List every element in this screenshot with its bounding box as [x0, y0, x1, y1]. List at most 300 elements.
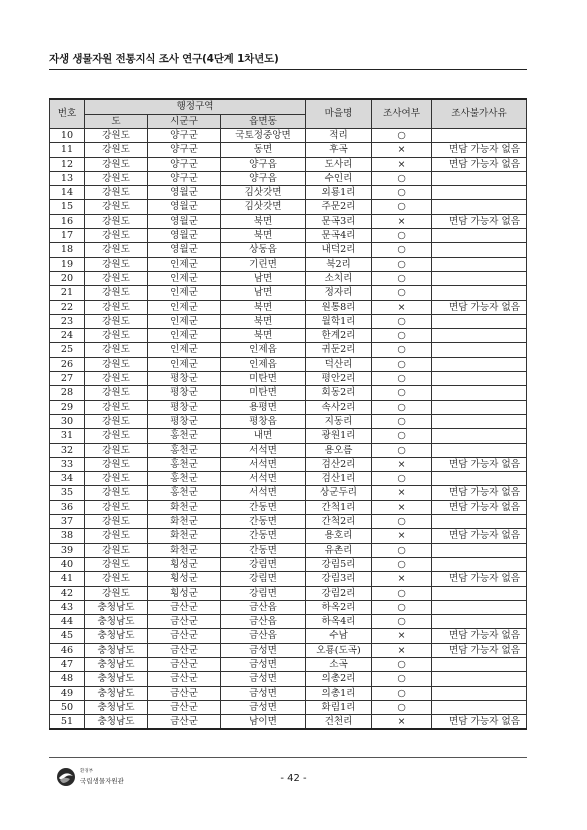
table-row: [50, 557, 527, 571]
row-number: 20: [50, 271, 85, 285]
table-body: [50, 129, 527, 730]
row-number: 21: [50, 286, 85, 300]
row-county: 평창군: [148, 386, 221, 400]
row-number: 40: [50, 557, 85, 571]
header-reason: 조사불가사유: [432, 99, 527, 129]
row-reason: [432, 286, 527, 300]
row-number: 48: [50, 672, 85, 686]
row-town: 서석면: [221, 486, 306, 500]
row-number: 24: [50, 329, 85, 343]
row-province: 강원도: [85, 286, 148, 300]
row-reason: [432, 343, 527, 357]
table-row: [50, 643, 527, 657]
row-county: 화천군: [148, 543, 221, 557]
row-number: 37: [50, 515, 85, 529]
row-province: 강원도: [85, 271, 148, 285]
row-surveyed: ×: [372, 500, 432, 514]
row-reason: 면담 가능자 없음: [432, 715, 527, 730]
row-county: 금산군: [148, 629, 221, 643]
row-surveyed: ×: [372, 529, 432, 543]
row-province: 강원도: [85, 572, 148, 586]
row-province: 충청남도: [85, 672, 148, 686]
row-surveyed: ×: [372, 486, 432, 500]
village-survey-table: [49, 98, 527, 730]
row-reason: 면담 가능자 없음: [432, 500, 527, 514]
row-county: 금산군: [148, 643, 221, 657]
row-town: 인제읍: [221, 343, 306, 357]
page-number: - 42 -: [280, 773, 307, 784]
table-row: [50, 214, 527, 228]
row-surveyed: ○: [372, 357, 432, 371]
row-number: 18: [50, 243, 85, 257]
row-village: 외룡1리: [306, 186, 372, 200]
row-province: 강원도: [85, 486, 148, 500]
row-county: 금산군: [148, 686, 221, 700]
header-number: 번호: [50, 99, 85, 129]
row-town: 금성면: [221, 657, 306, 671]
row-reason: [432, 243, 527, 257]
row-village: 소치리: [306, 271, 372, 285]
row-reason: 면담 가능자 없음: [432, 157, 527, 171]
row-town: 금성면: [221, 643, 306, 657]
row-number: 32: [50, 443, 85, 457]
row-surveyed: ○: [372, 700, 432, 714]
row-province: 강원도: [85, 386, 148, 400]
row-surveyed: ○: [372, 586, 432, 600]
row-number: 47: [50, 657, 85, 671]
row-reason: [432, 229, 527, 243]
title-divider: [49, 69, 527, 70]
row-number: 29: [50, 400, 85, 414]
row-province: 충청남도: [85, 629, 148, 643]
row-province: 강원도: [85, 343, 148, 357]
row-village: 정자리: [306, 286, 372, 300]
row-number: 26: [50, 357, 85, 371]
footer-divider: [49, 757, 527, 758]
row-number: 31: [50, 429, 85, 443]
row-county: 횡성군: [148, 572, 221, 586]
row-province: 충청남도: [85, 657, 148, 671]
row-province: 충청남도: [85, 715, 148, 730]
row-county: 인제군: [148, 271, 221, 285]
row-province: 강원도: [85, 171, 148, 185]
row-county: 화천군: [148, 515, 221, 529]
row-county: 인제군: [148, 314, 221, 328]
row-village: 수인리: [306, 171, 372, 185]
row-village: 용호리: [306, 529, 372, 543]
row-county: 인제군: [148, 343, 221, 357]
row-number: 23: [50, 314, 85, 328]
row-province: 강원도: [85, 500, 148, 514]
row-surveyed: ○: [372, 443, 432, 457]
row-town: 북면: [221, 229, 306, 243]
row-town: 간동면: [221, 500, 306, 514]
row-number: 16: [50, 214, 85, 228]
row-surveyed: ×: [372, 157, 432, 171]
row-county: 영월군: [148, 214, 221, 228]
row-town: 금산읍: [221, 629, 306, 643]
row-town: 북면: [221, 300, 306, 314]
row-village: 용오름: [306, 443, 372, 457]
table-row: [50, 200, 527, 214]
row-reason: [432, 129, 527, 143]
row-town: 남면: [221, 286, 306, 300]
row-reason: [432, 429, 527, 443]
row-surveyed: ○: [372, 672, 432, 686]
footer-ministry: 환경부: [80, 769, 94, 774]
row-county: 인제군: [148, 329, 221, 343]
row-number: 13: [50, 171, 85, 185]
table-row: [50, 600, 527, 614]
row-province: 강원도: [85, 529, 148, 543]
row-province: 강원도: [85, 472, 148, 486]
row-village: 강림5리: [306, 557, 372, 571]
row-number: 43: [50, 600, 85, 614]
row-village: 검산2리: [306, 457, 372, 471]
table-header: [50, 99, 527, 129]
row-number: 34: [50, 472, 85, 486]
row-number: 50: [50, 700, 85, 714]
row-county: 홍천군: [148, 443, 221, 457]
row-county: 금산군: [148, 715, 221, 730]
row-surveyed: ○: [372, 414, 432, 428]
row-number: 51: [50, 715, 85, 730]
row-town: 간동면: [221, 543, 306, 557]
row-town: 강림면: [221, 586, 306, 600]
row-town: 남면: [221, 271, 306, 285]
row-province: 강원도: [85, 214, 148, 228]
row-town: 인제읍: [221, 357, 306, 371]
row-town: 평창읍: [221, 414, 306, 428]
row-county: 양구군: [148, 129, 221, 143]
row-reason: [432, 257, 527, 271]
row-province: 강원도: [85, 200, 148, 214]
row-number: 45: [50, 629, 85, 643]
row-reason: 면담 가능자 없음: [432, 457, 527, 471]
table-row: [50, 357, 527, 371]
row-surveyed: ○: [372, 429, 432, 443]
table-row: [50, 500, 527, 514]
row-county: 홍천군: [148, 472, 221, 486]
row-town: 미탄면: [221, 386, 306, 400]
table-row: [50, 257, 527, 271]
row-village: 월학1리: [306, 314, 372, 328]
row-county: 평창군: [148, 414, 221, 428]
row-province: 충청남도: [85, 600, 148, 614]
table-row: [50, 543, 527, 557]
row-surveyed: ○: [372, 229, 432, 243]
row-surveyed: ○: [372, 557, 432, 571]
row-village: 강림2리: [306, 586, 372, 600]
row-village: 내덕2리: [306, 243, 372, 257]
row-town: 국토정중앙면: [221, 129, 306, 143]
row-surveyed: ○: [372, 286, 432, 300]
table-row: [50, 586, 527, 600]
table-row: [50, 229, 527, 243]
row-surveyed: ○: [372, 472, 432, 486]
row-reason: 면담 가능자 없음: [432, 629, 527, 643]
row-town: 양구읍: [221, 157, 306, 171]
row-number: 38: [50, 529, 85, 543]
row-village: 후곡: [306, 143, 372, 157]
row-town: 금성면: [221, 672, 306, 686]
row-town: 김삿갓면: [221, 186, 306, 200]
row-surveyed: ×: [372, 643, 432, 657]
row-surveyed: ○: [372, 314, 432, 328]
row-village: 하옥2리: [306, 600, 372, 614]
row-village: 북2리: [306, 257, 372, 271]
row-number: 15: [50, 200, 85, 214]
table-row: [50, 143, 527, 157]
row-surveyed: ○: [372, 243, 432, 257]
row-town: 간동면: [221, 529, 306, 543]
table-row: [50, 486, 527, 500]
table-row: [50, 472, 527, 486]
row-number: 42: [50, 586, 85, 600]
row-village: 간척2리: [306, 515, 372, 529]
row-reason: [432, 700, 527, 714]
row-village: 간척1리: [306, 500, 372, 514]
row-county: 금산군: [148, 672, 221, 686]
row-number: 36: [50, 500, 85, 514]
row-province: 강원도: [85, 429, 148, 443]
row-county: 영월군: [148, 200, 221, 214]
row-surveyed: ○: [372, 386, 432, 400]
row-surveyed: ○: [372, 129, 432, 143]
row-reason: [432, 400, 527, 414]
table-row: [50, 400, 527, 414]
table-row: [50, 572, 527, 586]
row-county: 금산군: [148, 700, 221, 714]
row-province: 강원도: [85, 400, 148, 414]
row-reason: [432, 386, 527, 400]
row-reason: [432, 472, 527, 486]
row-reason: [432, 672, 527, 686]
row-county: 홍천군: [148, 486, 221, 500]
row-county: 영월군: [148, 229, 221, 243]
table-row: [50, 300, 527, 314]
row-surveyed: ○: [372, 171, 432, 185]
row-reason: [432, 314, 527, 328]
row-province: 충청남도: [85, 700, 148, 714]
header-admin-district: 행정구역: [85, 99, 306, 114]
row-town: 북면: [221, 329, 306, 343]
table-row: [50, 372, 527, 386]
table-row: [50, 429, 527, 443]
row-county: 인제군: [148, 257, 221, 271]
row-surveyed: ×: [372, 715, 432, 730]
row-village: 적리: [306, 129, 372, 143]
row-province: 충청남도: [85, 686, 148, 700]
row-province: 충청남도: [85, 643, 148, 657]
row-surveyed: ○: [372, 543, 432, 557]
row-county: 화천군: [148, 500, 221, 514]
row-village: 오룡(도곡): [306, 643, 372, 657]
row-village: 평안2리: [306, 372, 372, 386]
row-number: 28: [50, 386, 85, 400]
table-row: [50, 672, 527, 686]
row-reason: 면담 가능자 없음: [432, 643, 527, 657]
row-reason: [432, 600, 527, 614]
row-number: 10: [50, 129, 85, 143]
row-province: 강원도: [85, 586, 148, 600]
row-number: 44: [50, 615, 85, 629]
row-county: 양구군: [148, 157, 221, 171]
table-row: [50, 443, 527, 457]
table-row: [50, 329, 527, 343]
row-reason: [432, 657, 527, 671]
row-number: 35: [50, 486, 85, 500]
row-village: 수남: [306, 629, 372, 643]
row-surveyed: ○: [372, 372, 432, 386]
row-reason: [432, 329, 527, 343]
row-province: 강원도: [85, 515, 148, 529]
row-reason: [432, 686, 527, 700]
row-surveyed: ○: [372, 600, 432, 614]
row-surveyed: ×: [372, 143, 432, 157]
row-surveyed: ×: [372, 457, 432, 471]
header-town: 읍면동: [221, 114, 306, 129]
row-number: 12: [50, 157, 85, 171]
row-town: 금성면: [221, 700, 306, 714]
row-town: 서석면: [221, 457, 306, 471]
row-reason: [432, 171, 527, 185]
row-village: 소곡: [306, 657, 372, 671]
header-province: 도: [85, 114, 148, 129]
row-province: 강원도: [85, 143, 148, 157]
row-province: 강원도: [85, 372, 148, 386]
table-row: [50, 343, 527, 357]
row-village: 주문2리: [306, 200, 372, 214]
row-province: 강원도: [85, 543, 148, 557]
row-village: 회동2리: [306, 386, 372, 400]
row-town: 미탄면: [221, 372, 306, 386]
row-province: 충청남도: [85, 615, 148, 629]
row-number: 27: [50, 372, 85, 386]
row-province: 강원도: [85, 186, 148, 200]
row-county: 인제군: [148, 357, 221, 371]
row-village: 광원1리: [306, 429, 372, 443]
header-county: 시군구: [148, 114, 221, 129]
row-reason: [432, 557, 527, 571]
row-village: 지동리: [306, 414, 372, 428]
row-reason: 면담 가능자 없음: [432, 300, 527, 314]
row-village: 검산1리: [306, 472, 372, 486]
row-reason: [432, 443, 527, 457]
row-village: 원통8리: [306, 300, 372, 314]
row-town: 금성면: [221, 686, 306, 700]
row-village: 의총2리: [306, 672, 372, 686]
row-village: 하옥4리: [306, 615, 372, 629]
table-row: [50, 243, 527, 257]
row-town: 내면: [221, 429, 306, 443]
row-county: 평창군: [148, 372, 221, 386]
row-surveyed: ○: [372, 343, 432, 357]
row-town: 금산읍: [221, 600, 306, 614]
table-row: [50, 700, 527, 714]
row-province: 강원도: [85, 557, 148, 571]
row-reason: [432, 271, 527, 285]
row-reason: [432, 615, 527, 629]
row-town: 금산읍: [221, 615, 306, 629]
row-reason: 면담 가능자 없음: [432, 529, 527, 543]
table-row: [50, 286, 527, 300]
row-number: 11: [50, 143, 85, 157]
row-town: 김삿갓면: [221, 200, 306, 214]
row-number: 19: [50, 257, 85, 271]
table-row: [50, 686, 527, 700]
row-county: 금산군: [148, 615, 221, 629]
row-county: 횡성군: [148, 586, 221, 600]
row-reason: 면담 가능자 없음: [432, 486, 527, 500]
row-number: 46: [50, 643, 85, 657]
row-surveyed: ○: [372, 186, 432, 200]
row-village: 도사리: [306, 157, 372, 171]
row-number: 39: [50, 543, 85, 557]
table-row: [50, 629, 527, 643]
row-reason: [432, 543, 527, 557]
row-reason: [432, 357, 527, 371]
row-surveyed: ○: [372, 329, 432, 343]
row-reason: [432, 372, 527, 386]
row-village: 상군두리: [306, 486, 372, 500]
row-town: 간동면: [221, 515, 306, 529]
row-number: 25: [50, 343, 85, 357]
row-village: 유촌리: [306, 543, 372, 557]
row-surveyed: ○: [372, 271, 432, 285]
header-surveyed: 조사여부: [372, 99, 432, 129]
row-number: 49: [50, 686, 85, 700]
row-town: 북면: [221, 314, 306, 328]
row-village: 덕산리: [306, 357, 372, 371]
row-county: 횡성군: [148, 557, 221, 571]
row-surveyed: ○: [372, 257, 432, 271]
row-surveyed: ○: [372, 686, 432, 700]
row-town: 남이면: [221, 715, 306, 730]
row-province: 강원도: [85, 300, 148, 314]
table-row: [50, 271, 527, 285]
row-province: 강원도: [85, 229, 148, 243]
row-number: 30: [50, 414, 85, 428]
row-province: 강원도: [85, 257, 148, 271]
document-title: 자생 생물자원 전통지식 조사 연구(4단계 1차년도): [49, 53, 279, 65]
row-surveyed: ×: [372, 572, 432, 586]
row-number: 22: [50, 300, 85, 314]
row-county: 인제군: [148, 286, 221, 300]
row-county: 화천군: [148, 529, 221, 543]
row-reason: [432, 186, 527, 200]
row-surveyed: ×: [372, 214, 432, 228]
row-county: 평창군: [148, 400, 221, 414]
row-province: 강원도: [85, 414, 148, 428]
row-town: 양구읍: [221, 171, 306, 185]
row-province: 강원도: [85, 457, 148, 471]
row-village: 속사2리: [306, 400, 372, 414]
row-reason: [432, 200, 527, 214]
row-surveyed: ○: [372, 657, 432, 671]
table-row: [50, 157, 527, 171]
row-reason: [432, 586, 527, 600]
row-village: 한계2리: [306, 329, 372, 343]
row-province: 강원도: [85, 243, 148, 257]
table-row: [50, 386, 527, 400]
row-village: 문곡3리: [306, 214, 372, 228]
row-county: 영월군: [148, 186, 221, 200]
row-town: 북면: [221, 214, 306, 228]
footer-org-name: 국립생물자원관: [80, 777, 124, 785]
row-county: 인제군: [148, 300, 221, 314]
row-town: 용평면: [221, 400, 306, 414]
